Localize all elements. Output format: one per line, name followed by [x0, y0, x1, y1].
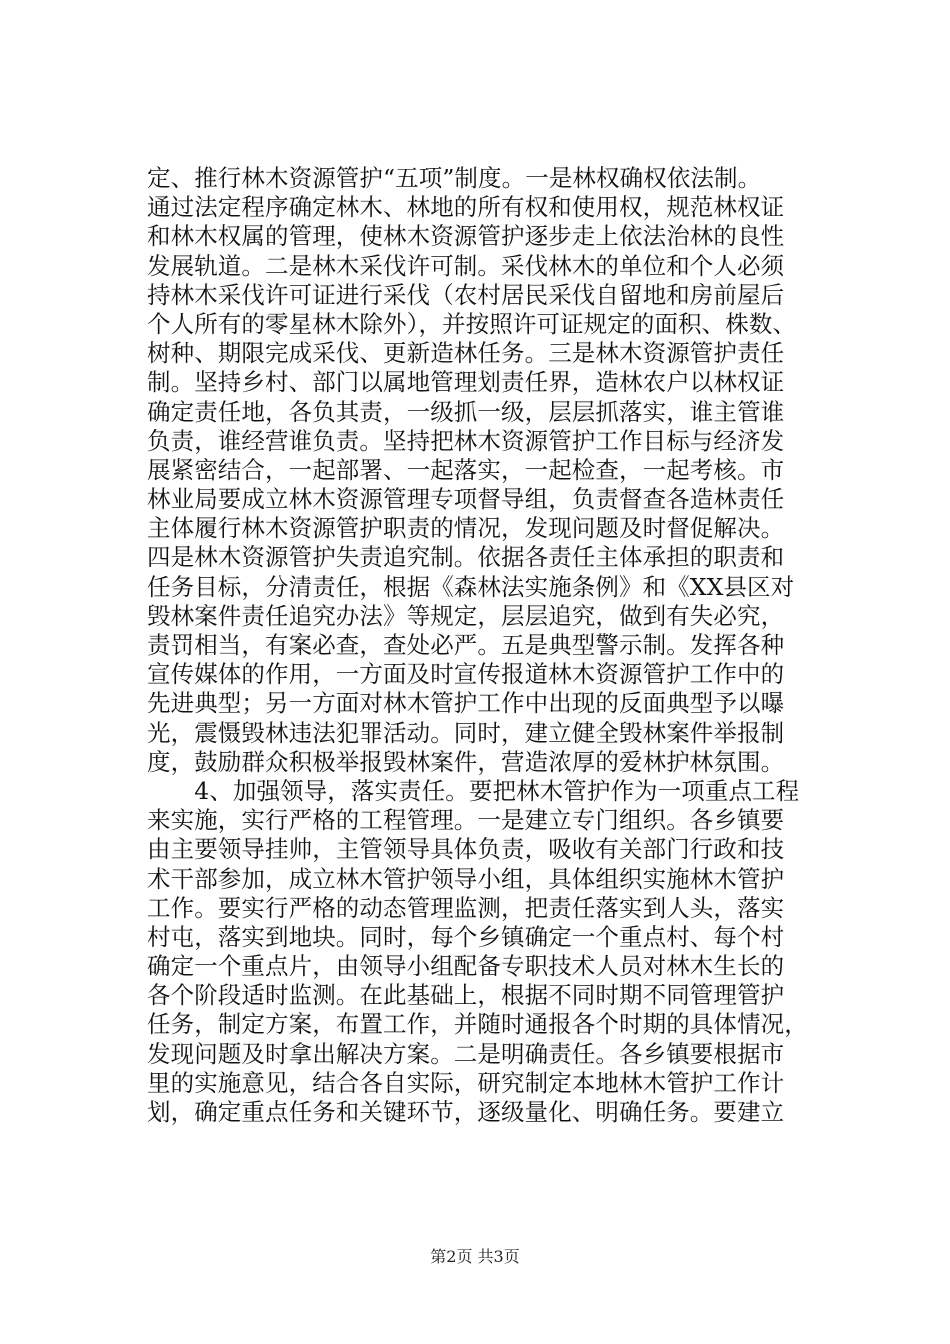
text-line: 林业局要成立林木资源管理专项督导组，负责督查各造林责任: [147, 485, 785, 514]
text-line: 里的实施意见，结合各自实际，研究制定本地林木管护工作计: [147, 1068, 785, 1097]
text-line: 主体履行林木资源管护职责的情况，发现问题及时督促解决。: [147, 514, 785, 543]
text-line: 发现问题及时拿出解决方案。二是明确责任。各乡镇要根据市: [147, 1039, 785, 1068]
text-line: 确定一个重点片，由领导小组配备专职技术人员对林木生长的: [147, 952, 785, 981]
text-line: 展紧密结合，一起部署、一起落实，一起检查，一起考核。市: [147, 455, 785, 484]
text-line: 树种、期限完成采伐、更新造林任务。三是林木资源管护责任: [147, 339, 785, 368]
text-line: 术干部参加，成立林木管护领导小组，具体组织实施林木管护: [147, 864, 785, 893]
text-line: 先进典型；另一方面对林木管护工作中出现的反面典型予以曝: [147, 689, 785, 718]
text-line: 工作。要实行严格的动态管理监测，把责任落实到人头，落实: [147, 893, 785, 922]
text-line: 村屯，落实到地块。同时，每个乡镇确定一个重点村、每个村: [147, 922, 785, 951]
text-line: 划，确定重点任务和关键环节，逐级量化、明确任务。要建立: [147, 1098, 785, 1126]
text-line: 发展轨道。二是林木采伐许可制。采伐林木的单位和个人必须: [147, 251, 785, 280]
text-line: 制。坚持乡村、部门以属地管理划责任界，造林农户以林权证: [147, 368, 785, 397]
text-line: 持林木采伐许可证进行采伐（农村居民采伐自留地和房前屋后: [147, 280, 785, 309]
text-line: 确定责任地，各负其责，一级抓一级，层层抓落实，谁主管谁: [147, 397, 785, 426]
text-line: 各个阶段适时监测。在此基础上，根据不同时期不同管理管护: [147, 981, 785, 1010]
text-line: 4、加强领导，落实责任。要把林木管护作为一项重点工程: [147, 776, 800, 805]
text-line: 毁林案件责任追究办法》等规定，层层追究，做到有失必究，: [147, 601, 785, 630]
text-line: 个人所有的零星林木除外），并按照许可证规定的面积、株数、: [147, 309, 797, 338]
text-line: 负责，谁经营谁负责。坚持把林木资源管护工作目标与经济发: [147, 426, 785, 455]
text-line: 定、推行林木资源管护“五项”制度。一是林权确权依法制。: [147, 164, 762, 192]
page-number: 第2页 共3页: [430, 1247, 520, 1266]
text-line: 由主要领导挂帅，主管领导具体负责，吸收有关部门行政和技: [147, 835, 785, 864]
text-line: 和林木权属的管理，使林木资源管护逐步走上依法治林的良性: [147, 222, 785, 251]
page-footer: [0, 1247, 950, 1267]
text-line: 宣传媒体的作用，一方面及时宣传报道林木资源管护工作中的: [147, 660, 785, 689]
text-line: 度，鼓励群众积极举报毁林案件，营造浓厚的爱林护林氛围。: [147, 747, 785, 776]
text-line: 责罚相当，有案必查，查处必严。五是典型警示制。发挥各种: [147, 631, 785, 659]
text-line: 四是林木资源管护失责追究制。依据各责任主体承担的职责和: [147, 543, 785, 572]
text-line: 任务，制定方案，布置工作，并随时通报各个时期的具体情况，: [147, 1010, 808, 1039]
text-line: 通过法定程序确定林木、林地的所有权和使用权，规范林权证: [147, 193, 785, 222]
text-line: 任务目标，分清责任，根据《森林法实施条例》和《XX县区对: [147, 572, 795, 601]
document-body: [147, 164, 847, 1127]
text-line: 来实施，实行严格的工程管理。一是建立专门组织。各乡镇要: [147, 806, 785, 835]
text-line: 光，震慑毁林违法犯罪活动。同时，建立健全毁林案件举报制: [147, 718, 785, 747]
